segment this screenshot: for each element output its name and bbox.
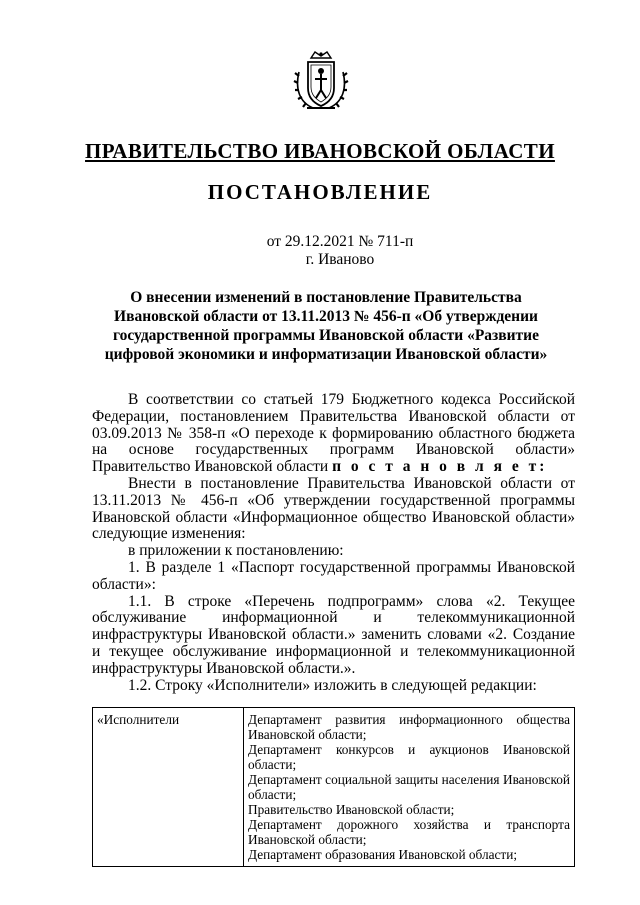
document-body [92, 392, 575, 694]
paragraph: Внести в постановление Правительства Ивановской области от 13.11.2013 № 456-п «Об утверждении государственной программы Ивановской области «Информационное общество Ивановской области» следующие изменения: [92, 474, 575, 543]
government-title: ПРАВИТЕЛЬСТВО ИВАНОВСКОЙ ОБЛАСТИ [85, 139, 555, 163]
document-heading [100, 288, 552, 364]
coat-of-arms-icon [293, 50, 349, 114]
document-type: ПОСТАНОВЛЕНИЕ [207, 180, 433, 204]
executor-item: Правительство Ивановской области; [248, 802, 455, 817]
heading-line: государственной программы Ивановской области «Развитие [112, 327, 539, 344]
date-number: от 29.12.2021 № 711-п [266, 233, 414, 250]
resolves-word: п о с т а н о в л я е т: [332, 458, 548, 476]
executor-item: Департамент конкурсов и аукционов Ивановской области; [248, 742, 570, 772]
paragraph: 1.2. Строку «Исполнители» изложить в следующей редакции: [128, 676, 537, 694]
executor-item: Департамент образования Ивановской области; [248, 847, 518, 862]
heading-line: цифровой экономики и информатизации Ивановской области» [104, 346, 548, 363]
paragraph [92, 392, 575, 476]
city: г. Иваново [305, 251, 375, 268]
paragraph: 1.1. В строке «Перечень подпрограмм» слова «2. Текущее обслуживание информационной и телекоммуникационной инфраструктуры Ивановской области.» заменить словами «2. Создание и текущее обслуживание информационной и телекоммуникационной инфраструктуры Ивановской области.». [92, 592, 575, 677]
paragraph: в приложении к постановлению: [128, 542, 344, 560]
heading-line: Ивановской области от 13.11.2013 № 456-п «Об утверждении [114, 308, 538, 325]
paragraph-text: В соответствии со статьей 179 Бюджетного кодекса Российской Федерации, постановлением Правительства Ивановской области от 03.09.2013 № 358-п «О переходе к формированию областного бюджета на основе государственных программ Ивановской области» Правительство Ивановской области [92, 391, 575, 476]
table-value-cell [244, 708, 575, 867]
table-label-cell: «Исполнители [93, 708, 244, 867]
executor-item: Департамент дорожного хозяйства и транспорта Ивановской области; [248, 817, 570, 847]
paragraph: 1. В разделе 1 «Паспорт государственной программы Ивановской области»: [92, 558, 575, 593]
table-row [93, 708, 575, 867]
executor-item: Департамент развития информационного общества Ивановской области; [248, 712, 570, 742]
executor-item: Департамент социальной защиты населения Ивановской области; [248, 772, 570, 802]
heading-line: О внесении изменений в постановление Правительства [130, 289, 522, 306]
executors-table [92, 707, 575, 867]
